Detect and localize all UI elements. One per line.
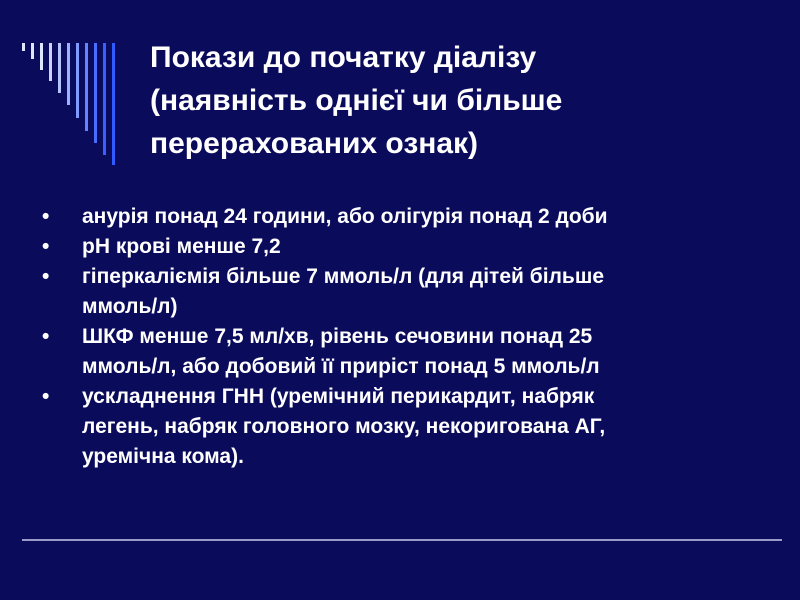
bullet-text: легень, набряк головного мозку, некоригована АГ, xyxy=(82,415,606,438)
bullet-list xyxy=(42,202,762,472)
bullet-dot: • xyxy=(42,325,50,348)
stripe-9 xyxy=(94,43,97,143)
bullet-text: ШКФ менше 7,5 мл/хв, рівень сечовини понад 25 xyxy=(82,325,593,348)
stripe-4 xyxy=(49,43,52,81)
stripe-2 xyxy=(31,43,34,59)
bullet-dot: • xyxy=(42,265,50,288)
bullet-text: ммоль/л) xyxy=(82,295,178,318)
title-line-3: перерахованих ознак) xyxy=(150,127,479,160)
list-item xyxy=(42,382,762,472)
bullet-text: гіперкаліємія більше 7 ммоль/л (для дітей більше xyxy=(82,265,604,288)
list-item xyxy=(42,262,762,322)
stripe-6 xyxy=(67,43,70,105)
slide-title xyxy=(150,36,750,165)
title-line-1: Покази до початку діалізу xyxy=(150,41,537,74)
stripe-1 xyxy=(22,43,25,51)
stripe-8 xyxy=(85,43,88,131)
bullet-text: анурія понад 24 години, або олігурія понад 2 доби xyxy=(82,205,608,228)
bullet-text: ммоль/л, або добовий її приріст понад 5 ммоль/л xyxy=(82,355,600,378)
list-item xyxy=(42,322,762,382)
stripe-3 xyxy=(40,43,43,70)
bottom-divider xyxy=(22,539,782,541)
stripe-10 xyxy=(103,43,106,155)
bullet-text: ускладнення ГНН (уремічний перикардит, набряк xyxy=(82,385,595,408)
stripe-5 xyxy=(58,43,61,93)
bullet-dot: • xyxy=(42,385,50,408)
stripe-7 xyxy=(76,43,79,118)
bullet-text: уремічна кома). xyxy=(82,445,244,468)
bullet-dot: • xyxy=(42,205,50,228)
list-item xyxy=(42,232,762,262)
bullet-text: pH крові менше 7,2 xyxy=(82,235,281,258)
title-line-2: (наявність однієї чи більше xyxy=(150,84,563,117)
bullet-dot: • xyxy=(42,235,50,258)
stripe-11 xyxy=(112,43,115,165)
list-item xyxy=(42,202,762,232)
decorative-stripes xyxy=(0,0,140,170)
